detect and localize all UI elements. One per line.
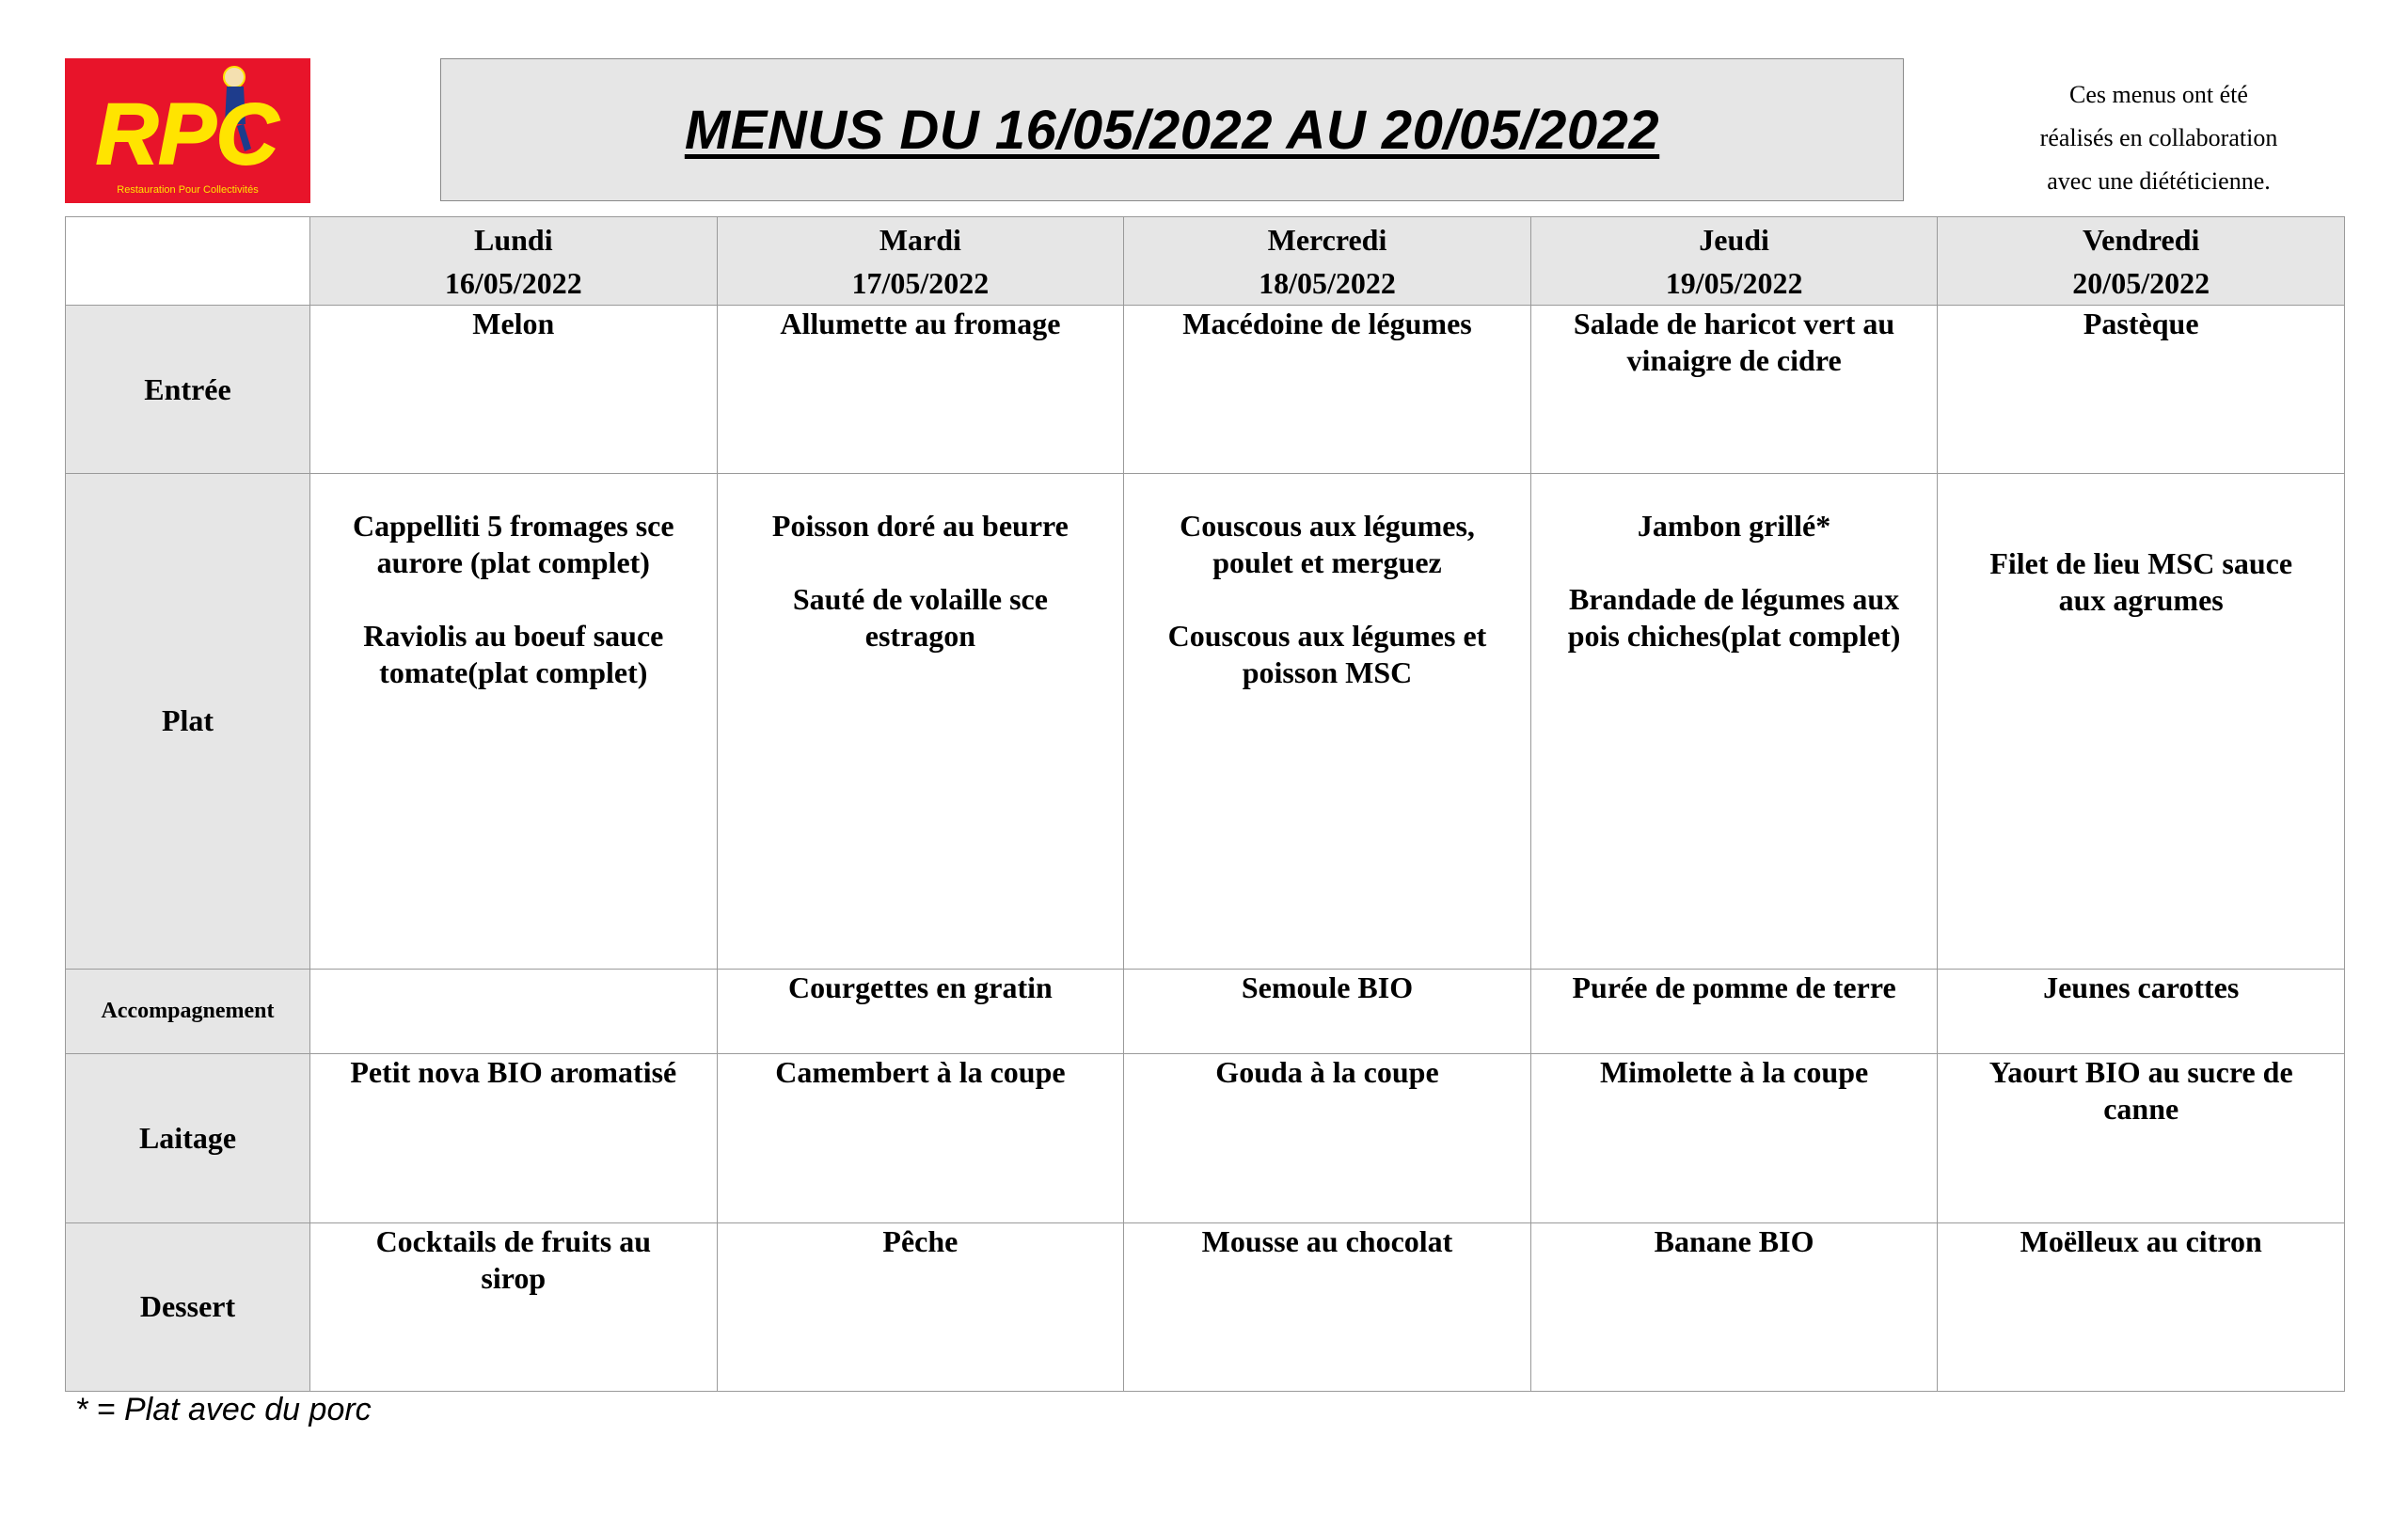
menu-item-line: Mousse au chocolat	[1201, 1223, 1453, 1258]
dietitian-note	[1956, 73, 2361, 203]
menu-item-line: Jambon grillé*	[1637, 509, 1831, 544]
row-label-plat: Plat	[66, 474, 310, 969]
menu-item-line: Gouda à la coupe	[1215, 1055, 1439, 1090]
menu-item-line: Salade de haricot vert au	[1573, 307, 1895, 340]
menu-item-line: Courgettes en gratin	[787, 970, 1053, 1004]
menu-item-line: aux agrumes	[2058, 583, 2224, 618]
menu-item-line: Macédoine de légumes	[1182, 307, 1472, 340]
menu-cell	[1124, 1054, 1531, 1222]
menu-item-line: Purée de pomme de terre	[1572, 970, 1896, 1004]
menu-cell	[717, 306, 1124, 474]
menu-item-line: vinaigre de cidre	[1626, 343, 1842, 377]
menu-item-line: Jeunes carottes	[2043, 970, 2240, 1004]
day-date: 18/05/2022	[1259, 265, 1396, 300]
menu-cell	[1938, 1054, 2345, 1222]
menu-item-line: Melon	[472, 307, 555, 340]
day-header-mercredi	[1124, 217, 1531, 306]
row-plat	[66, 474, 2345, 969]
corner-cell	[66, 217, 310, 306]
menu-cell	[310, 969, 718, 1054]
day-date: 20/05/2022	[2072, 265, 2210, 300]
menu-item-line: Filet de lieu MSC sauce	[1989, 546, 2293, 581]
day-date: 16/05/2022	[444, 265, 582, 300]
day-date: 17/05/2022	[851, 265, 990, 300]
menu-cell	[310, 1054, 718, 1222]
day-name: Vendredi	[2082, 222, 2200, 257]
line-gap	[1133, 581, 1521, 618]
line-gap	[320, 581, 707, 618]
menu-cell	[1124, 969, 1531, 1054]
menu-item-line: pois chiches(plat complet)	[1567, 619, 1901, 654]
day-name: Jeudi	[1699, 222, 1769, 257]
menu-cell	[1938, 969, 2345, 1054]
menu-item-line: Couscous aux légumes et	[1167, 619, 1487, 654]
menu-item-line: Allumette au fromage	[780, 307, 1061, 340]
menu-item-line: poisson MSC	[1242, 655, 1413, 690]
row-label-laitage: Laitage	[66, 1054, 310, 1222]
day-header-jeudi	[1530, 217, 1938, 306]
note-line: avec une diététicienne.	[2047, 167, 2271, 195]
menu-item-line: Petit nova BIO aromatisé	[350, 1055, 677, 1090]
day-name: Mercredi	[1267, 222, 1387, 257]
day-header-row	[66, 217, 2345, 306]
menu-cell	[1124, 1222, 1531, 1391]
menu-cell	[310, 306, 718, 474]
menu-item-line: Sauté de volaille sce	[792, 582, 1048, 617]
menu-item-line: sirop	[481, 1260, 547, 1295]
line-gap	[1541, 544, 1928, 581]
menu-item-line: Camembert à la coupe	[775, 1055, 1066, 1090]
menu-item-line: Yaourt BIO au sucre de	[1988, 1055, 2293, 1090]
line-gap	[727, 544, 1115, 581]
logo-tagline: Restauration Pour Collectivités	[117, 184, 259, 196]
row-dessert	[66, 1222, 2345, 1391]
pork-footnote: * = Plat avec du porc	[75, 1392, 372, 1427]
day-name: Lundi	[473, 222, 553, 257]
menu-cell	[1124, 306, 1531, 474]
menu-table	[65, 216, 2345, 1392]
rpc-logo	[65, 58, 310, 203]
menu-item-line: estragon	[864, 619, 976, 654]
menu-cell	[717, 969, 1124, 1054]
menu-item-line: Cocktails de fruits au	[375, 1223, 652, 1258]
menu-item-line: poulet et merguez	[1212, 545, 1442, 580]
row-label-accompagnement: Accompagnement	[66, 969, 310, 1054]
row-laitage	[66, 1054, 2345, 1222]
page-title: MENUS DU 16/05/2022 AU 20/05/2022	[684, 99, 1660, 161]
menu-item-line: Semoule BIO	[1241, 970, 1414, 1004]
day-header-mardi	[717, 217, 1124, 306]
title-box	[440, 58, 1904, 201]
row-label-entree: Entrée	[66, 306, 310, 474]
row-entree	[66, 306, 2345, 474]
day-header-lundi	[310, 217, 718, 306]
note-line: réalisés en collaboration	[2039, 124, 2278, 151]
menu-cell	[1938, 474, 2345, 969]
menu-item-line: Poisson doré au beurre	[771, 509, 1069, 544]
menu-cell	[1530, 306, 1938, 474]
menu-item-line: Mimolette à la coupe	[1599, 1055, 1869, 1090]
menu-cell	[310, 1222, 718, 1391]
menu-item-line: Brandade de légumes aux	[1569, 582, 1900, 617]
menu-item-line: aurore (plat complet)	[376, 545, 650, 580]
menu-cell	[717, 1222, 1124, 1391]
row-label-dessert: Dessert	[66, 1222, 310, 1391]
day-header-vendredi	[1938, 217, 2345, 306]
logo-graphic	[65, 58, 310, 203]
day-name: Mardi	[879, 222, 961, 257]
menu-item-line: Pêche	[882, 1223, 958, 1258]
menu-item-line: Banane BIO	[1654, 1223, 1814, 1258]
day-date: 19/05/2022	[1665, 265, 1803, 300]
menu-cell	[1530, 969, 1938, 1054]
note-line: Ces menus ont été	[2069, 81, 2248, 108]
menu-cell	[717, 1054, 1124, 1222]
menu-item-line: Pastèque	[2083, 307, 2199, 340]
menu-cell	[1530, 474, 1938, 969]
menu-cell	[1938, 306, 2345, 474]
row-accompagnement	[66, 969, 2345, 1054]
menu-item-line: Cappelliti 5 fromages sce	[353, 509, 674, 544]
logo-letters: RPC	[95, 87, 279, 182]
menu-item-line: Couscous aux légumes,	[1180, 509, 1475, 544]
menu-item-line: tomate(plat complet)	[379, 655, 648, 690]
menu-item-line: Raviolis au boeuf sauce	[363, 619, 664, 654]
menu-item-line: Moëlleux au citron	[2020, 1223, 2262, 1258]
menu-cell	[1530, 1054, 1938, 1222]
menu-cell	[1938, 1222, 2345, 1391]
menu-cell	[1530, 1222, 1938, 1391]
menu-item-line: canne	[2103, 1092, 2179, 1127]
menu-cell	[717, 474, 1124, 969]
menu-cell	[1124, 474, 1531, 969]
menu-cell	[310, 474, 718, 969]
